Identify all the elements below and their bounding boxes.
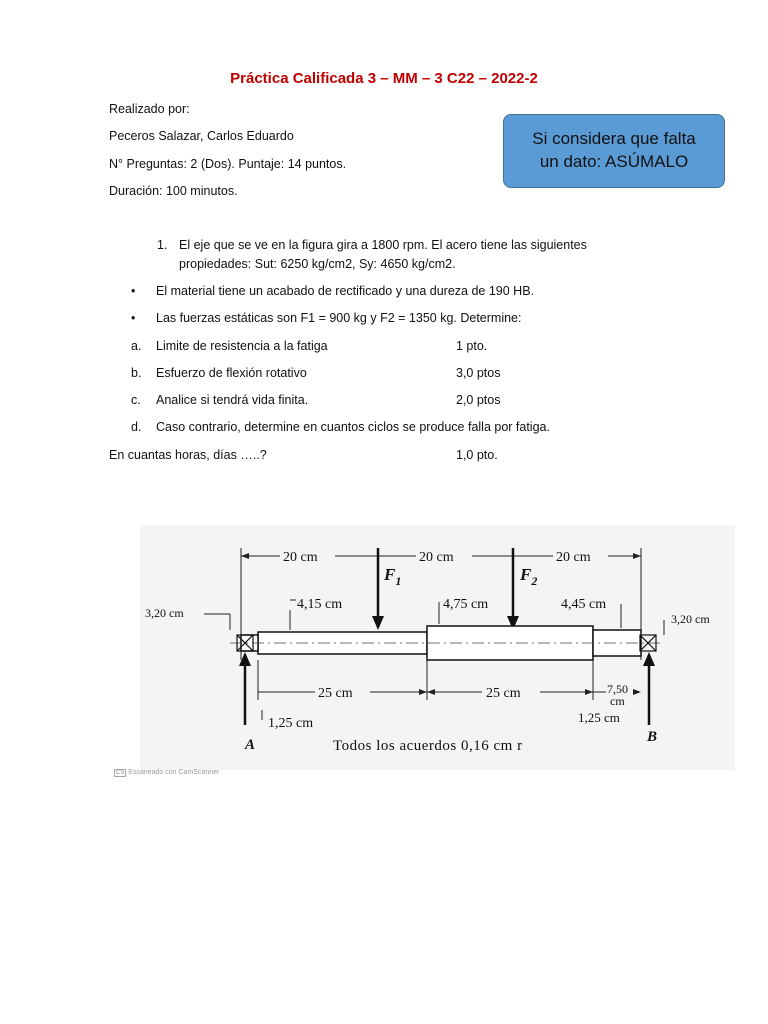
bullet-item: Las fuerzas estáticas son F1 = 900 kg y F2 = 1350 kg. Determine: xyxy=(156,311,522,325)
author-name: Peceros Salazar, Carlos Eduardo xyxy=(109,129,294,143)
duracion-info: Duración: 100 minutos. xyxy=(109,184,238,198)
bottom-dim-label: cm xyxy=(610,694,625,708)
bottom-dim-label: 7,50 xyxy=(607,682,628,696)
assume-note-box xyxy=(503,114,725,188)
item-letter: b. xyxy=(131,366,142,380)
item-letter: d. xyxy=(131,420,142,434)
figure-caption: Todos los acuerdos 0,16 cm r xyxy=(333,738,523,754)
preguntas-info: N° Preguntas: 2 (Dos). Puntaje: 14 puntos. xyxy=(109,157,347,171)
diameter-label: 3,20 cm xyxy=(671,612,710,626)
item-text: Esfuerzo de flexión rotativo xyxy=(156,366,307,380)
diameter-label: 3,20 cm xyxy=(145,606,184,620)
bottom-dim-label: 25 cm xyxy=(318,686,353,701)
force-f1-label: $F_1$ xyxy=(384,565,402,588)
item-letter: a. xyxy=(131,339,142,353)
item-points: 2,0 ptos xyxy=(456,393,501,407)
bullet-dot: • xyxy=(131,311,136,325)
bullet-item: El material tiene un acabado de rectificado y una dureza de 190 HB. xyxy=(156,284,535,298)
final-points: 1,0 pto. xyxy=(456,448,498,462)
item-points: 1 pto. xyxy=(456,339,488,353)
question-line-1: El eje que se ve en la figura gira a 1800 rpm. El acero tiene las siguientes xyxy=(179,238,587,252)
realizado-label: Realizado por: xyxy=(109,102,190,116)
item-points: 3,0 ptos xyxy=(456,366,501,380)
fillet-label: 1,25 cm xyxy=(268,716,314,731)
item-text: Caso contrario, determine en cuantos ciclos se produce falla por fatiga. xyxy=(156,420,550,434)
fillet-label: 1,25 cm xyxy=(578,710,620,725)
bottom-dim-label: 25 cm xyxy=(486,686,521,701)
top-dim-label: 20 cm xyxy=(283,550,318,565)
watermark-text: Escaneado con CamScanner xyxy=(128,769,220,776)
item-letter: c. xyxy=(131,393,141,407)
camscanner-logo-icon: CS xyxy=(116,770,125,776)
item-text: Limite de resistencia a la fatiga xyxy=(156,339,328,353)
note-line-2: un dato: ASÚMALO xyxy=(539,152,689,171)
support-b-label: B xyxy=(647,729,658,745)
camscanner-watermark xyxy=(114,769,219,777)
shaft-figure xyxy=(0,520,768,770)
diameter-label: 4,45 cm xyxy=(561,597,607,612)
question-line-2: propiedades: Sut: 6250 kg/cm2, Sy: 4650 kg/cm2. xyxy=(179,257,456,271)
final-question: En cuantas horas, días …..? xyxy=(109,448,267,462)
question-number: 1. xyxy=(157,238,168,252)
top-dim-label: 20 cm xyxy=(419,550,454,565)
diameter-label: 4,15 cm xyxy=(297,597,343,612)
support-a-label: A xyxy=(245,737,256,753)
bullet-dot: • xyxy=(131,284,136,298)
page-title: Práctica Calificada 3 – MM – 3 C22 – 2022-2 xyxy=(230,70,538,87)
diameter-label: 4,75 cm xyxy=(443,597,489,612)
top-dim-label: 20 cm xyxy=(556,550,591,565)
force-f2-label: $F_2$ xyxy=(520,565,538,588)
item-text: Analice si tendrá vida finita. xyxy=(156,393,309,407)
note-line-1: Si considera que falta xyxy=(532,129,696,148)
